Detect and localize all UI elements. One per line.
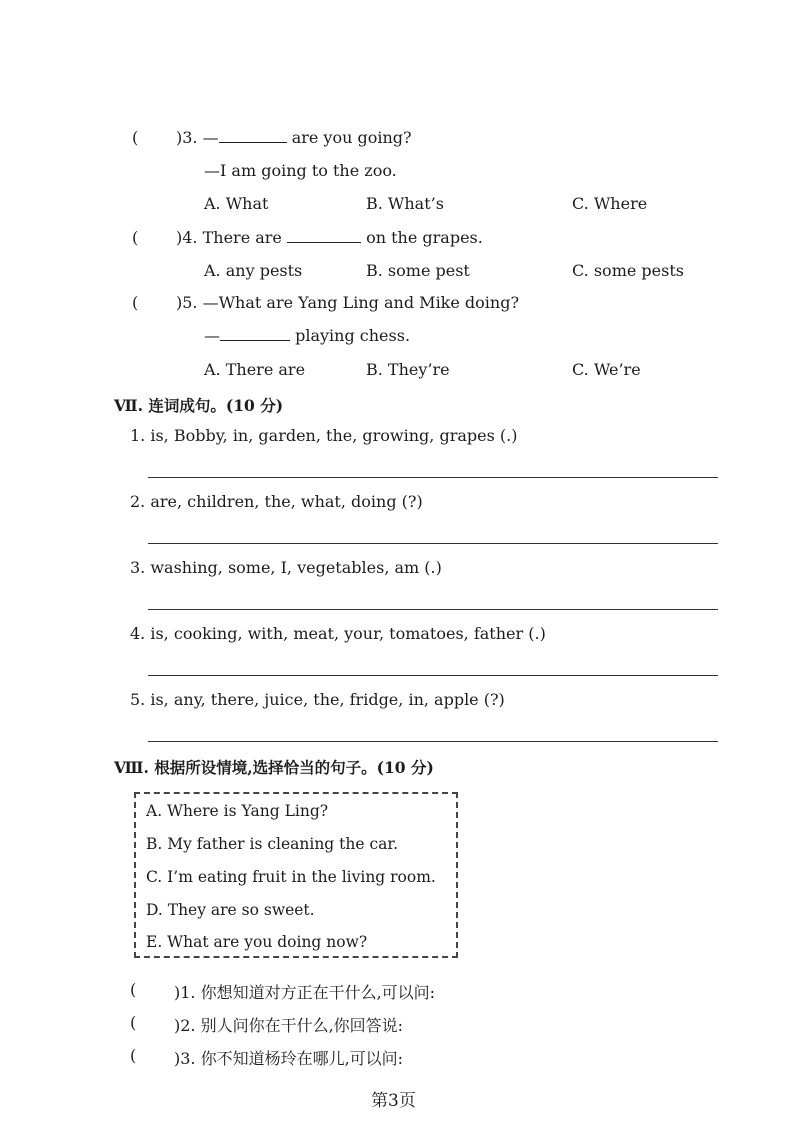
box-option-b: B. My father is cleaning the car.: [146, 835, 399, 853]
situation-3-paren: (: [130, 1046, 137, 1065]
answer-line: [148, 741, 718, 742]
sentence-item-2: 2. are, children, the, what, doing (?): [130, 492, 423, 511]
question-3-tail: are you going?: [291, 128, 412, 147]
situation-1-paren: (: [130, 980, 137, 999]
question-4: [132, 228, 138, 247]
sentence-item-5: 5. is, any, there, juice, the, fridge, in, apple (?): [130, 690, 505, 709]
options-box: [134, 792, 458, 958]
question-5: [132, 293, 138, 312]
question-5-reply: [204, 326, 410, 345]
answer-blank: [219, 128, 287, 143]
answer-paren-open: (: [132, 128, 139, 147]
sentence-item-1: 1. is, Bobby, in, garden, the, growing, grapes (.): [130, 426, 518, 445]
option-b: B. some pest: [366, 261, 470, 280]
answer-line: [148, 477, 718, 478]
sentence-item-4: 4. is, cooking, with, meat, your, tomatoes, father (.): [130, 624, 546, 643]
option-c: C. some pests: [572, 261, 684, 280]
sentence-item-3: 3. washing, some, I, vegetables, am (.): [130, 558, 442, 577]
option-a: A. There are: [204, 360, 306, 379]
answer-blank: [287, 228, 361, 243]
answer-paren-open: (: [132, 293, 139, 312]
situation-question-3: )3. 你不知道杨玲在哪儿,可以问:: [174, 1049, 404, 1068]
question-3-text: [176, 128, 412, 147]
situation-question-2: )2. 别人问你在干什么,你回答说:: [174, 1016, 404, 1035]
option-b: B. They’re: [366, 360, 450, 379]
situation-question-1: )1. 你想知道对方正在干什么,可以问:: [174, 983, 436, 1002]
question-3-reply: —I am going to the zoo.: [204, 161, 397, 180]
answer-line: [148, 609, 718, 610]
question-3-number: )3. —: [176, 128, 219, 147]
option-a: A. any pests: [204, 261, 303, 280]
question-4-text: [176, 228, 483, 247]
answer-paren-open: (: [132, 228, 139, 247]
section-7-title: Ⅶ. 连词成句。(10 分): [114, 396, 284, 415]
question-5-tail: playing chess.: [295, 326, 411, 345]
option-b: B. What’s: [366, 194, 444, 213]
question-4-tail: on the grapes.: [366, 228, 483, 247]
question-4-number: )4. There are: [176, 228, 282, 247]
box-option-e: E. What are you doing now?: [146, 933, 368, 951]
situation-2-paren: (: [130, 1013, 137, 1032]
page-number: 第3页: [371, 1091, 416, 1111]
box-option-a: A. Where is Yang Ling?: [146, 802, 329, 820]
box-option-d: D. They are so sweet.: [146, 901, 315, 919]
option-a: A. What: [204, 194, 269, 213]
answer-blank: [220, 326, 290, 341]
option-c: C. We’re: [572, 360, 641, 379]
box-option-c: C. I’m eating fruit in the living room.: [146, 868, 436, 886]
reply-dash: —: [204, 326, 220, 345]
option-c: C. Where: [572, 194, 648, 213]
answer-line: [148, 543, 718, 544]
answer-line: [148, 675, 718, 676]
section-8-title: Ⅷ. 根据所设情境,选择恰当的句子。(10 分): [114, 758, 434, 777]
question-5-text: )5. —What are Yang Ling and Mike doing?: [176, 293, 520, 312]
question-3: [132, 128, 138, 147]
